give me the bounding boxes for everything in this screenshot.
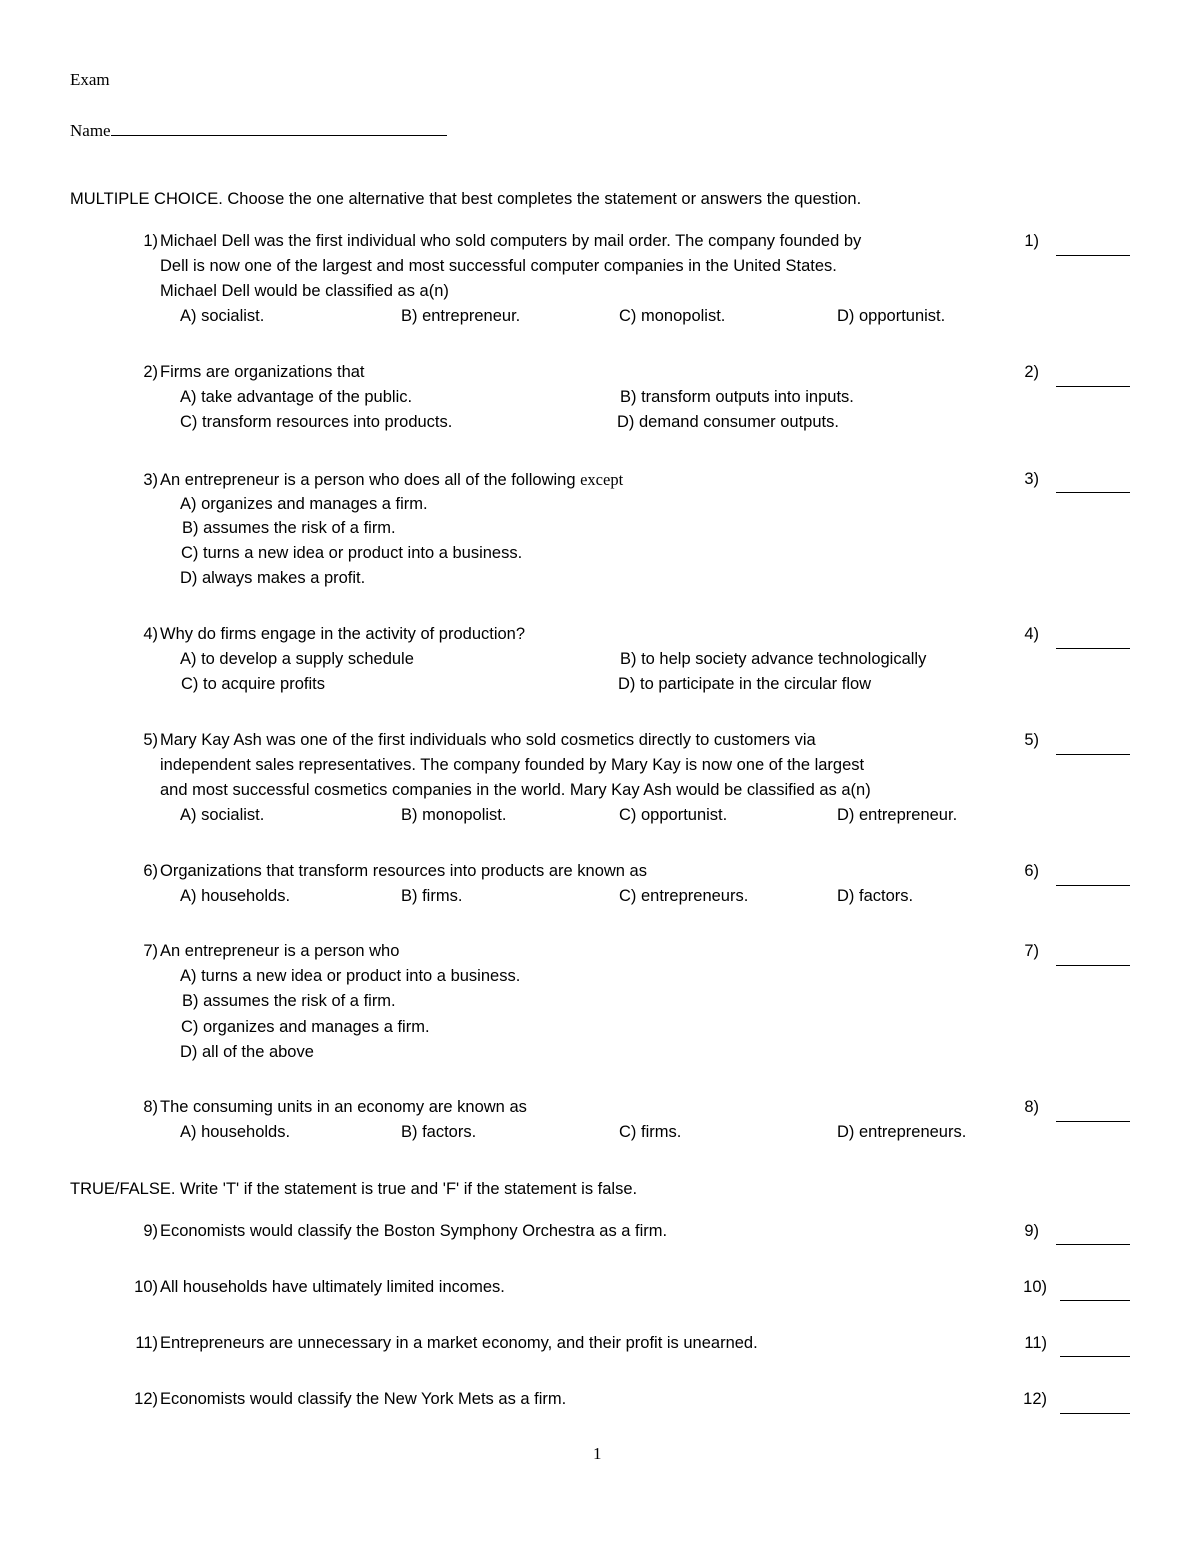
- answer-label: 12): [1023, 1390, 1047, 1408]
- answer-label: 4): [1024, 625, 1039, 643]
- answer-blank: [1060, 1300, 1130, 1301]
- option-a: A) households.: [180, 1123, 291, 1141]
- question-10: [130, 1275, 1000, 1300]
- question-3: [130, 467, 1000, 493]
- option-c: C) entrepreneurs.: [619, 887, 749, 905]
- question-number: 2): [143, 363, 158, 381]
- question-number: 8): [143, 1098, 158, 1116]
- answer-label: 10): [1023, 1278, 1047, 1296]
- answer-blank: [1060, 1413, 1130, 1414]
- question-stem-line: and most successful cosmetics companies in the world. Mary Kay Ash would be classified as a(n): [160, 781, 871, 799]
- question-number: 6): [143, 862, 158, 880]
- question-stem-line: Economists would classify the New York Mets as a firm.: [160, 1390, 567, 1408]
- question-number: 10): [134, 1278, 158, 1296]
- option-c: C) to acquire profits: [181, 675, 325, 693]
- option-a: A) to develop a supply schedule: [180, 650, 414, 668]
- question-stem-line: Entrepreneurs are unnecessary in a market economy, and their profit is unearned.: [160, 1334, 758, 1352]
- name-field: [70, 119, 447, 141]
- question-stem-line: Mary Kay Ash was one of the first individuals who sold cosmetics directly to customers via: [160, 731, 816, 749]
- question-number: 9): [143, 1222, 158, 1240]
- question-8: [130, 1095, 1000, 1120]
- question-12: [130, 1387, 1000, 1412]
- option-c: C) firms.: [619, 1123, 682, 1141]
- option-a: A) households.: [180, 887, 291, 905]
- answer-label: 3): [1024, 470, 1039, 488]
- question-7: [130, 939, 1000, 964]
- option-b: B) transform outputs into inputs.: [620, 388, 854, 406]
- question-stem-line: The consuming units in an economy are known as: [160, 1098, 527, 1116]
- question-stem-line: An entrepreneur is a person who does all of the following: [160, 471, 581, 489]
- question-number: 5): [143, 731, 158, 749]
- option-a: A) socialist.: [180, 307, 265, 325]
- answer-blank: [1056, 492, 1130, 493]
- question-stem-line: independent sales representatives. The company founded by Mary Kay is now one of the largest: [160, 756, 865, 774]
- option-c: C) opportunist.: [619, 806, 728, 824]
- answer-label: 7): [1024, 942, 1039, 960]
- option-a: A) socialist.: [180, 806, 265, 824]
- answer-label: 5): [1024, 731, 1039, 749]
- answer-blank: [1056, 386, 1130, 387]
- option-d: D) entrepreneurs.: [837, 1123, 967, 1141]
- answer-label: 8): [1024, 1098, 1039, 1116]
- question-stem-line: Economists would classify the Boston Symphony Orchestra as a firm.: [160, 1222, 668, 1240]
- option-b: B) firms.: [401, 887, 463, 905]
- answer-blank: [1056, 255, 1130, 256]
- question-6: [130, 859, 1000, 884]
- question-11: [130, 1331, 1000, 1356]
- question-4: [130, 622, 1000, 647]
- question-stem-line: Dell is now one of the largest and most successful computer companies in the United States.: [160, 257, 837, 275]
- option-c: C) organizes and manages a firm.: [181, 1018, 430, 1036]
- option-b: B) monopolist.: [401, 806, 507, 824]
- answer-blank: [1056, 885, 1130, 886]
- option-b: B) assumes the risk of a firm.: [182, 992, 396, 1010]
- answer-blank: [1060, 1356, 1130, 1357]
- question-2: [130, 360, 1000, 385]
- answer-blank: [1056, 648, 1130, 649]
- option-d: D) all of the above: [180, 1043, 314, 1061]
- question-number: 3): [143, 471, 158, 489]
- name-blank: [111, 119, 447, 136]
- question-stem-line: Organizations that transform resources into products are known as: [160, 862, 647, 880]
- tf-instructions: TRUE/FALSE. Write 'T' if the statement is true and 'F' if the statement is false.: [70, 1180, 638, 1198]
- answer-blank: [1056, 1121, 1130, 1122]
- option-d: D) entrepreneur.: [837, 806, 958, 824]
- question-stem-line: Firms are organizations that: [160, 363, 365, 381]
- page-number: 1: [593, 1444, 602, 1463]
- option-b: B) to help society advance technologically: [620, 650, 927, 668]
- option-d: D) factors.: [837, 887, 914, 905]
- answer-blank: [1056, 965, 1130, 966]
- mc-instructions: MULTIPLE CHOICE. Choose the one alternative that best completes the statement or answers the question.: [70, 190, 862, 208]
- option-d: D) to participate in the circular flow: [618, 675, 872, 693]
- option-c: C) monopolist.: [619, 307, 726, 325]
- question-number: 4): [143, 625, 158, 643]
- option-d: D) opportunist.: [837, 307, 946, 325]
- answer-label: 2): [1024, 363, 1039, 381]
- option-c: C) transform resources into products.: [180, 413, 453, 431]
- question-number: 1): [143, 232, 158, 250]
- option-c: C) turns a new idea or product into a business.: [181, 544, 523, 562]
- answer-label: 1): [1024, 232, 1039, 250]
- question-stem-line: An entrepreneur is a person who: [160, 942, 400, 960]
- question-stem-line: Michael Dell was the first individual who sold computers by mail order. The company founded by: [160, 232, 862, 250]
- question-stem-line: Why do firms engage in the activity of production?: [160, 625, 526, 643]
- question-5: [130, 728, 1000, 803]
- question-number: 12): [134, 1390, 158, 1408]
- question-1: [130, 229, 1000, 304]
- answer-label: 11): [1024, 1334, 1047, 1352]
- option-a: A) organizes and manages a firm.: [180, 495, 428, 513]
- exam-title: Exam: [70, 70, 110, 89]
- question-stem-line: Michael Dell would be classified as a(n): [160, 282, 449, 300]
- question-stem-emphasis: except: [580, 470, 624, 489]
- option-d: D) demand consumer outputs.: [617, 413, 839, 431]
- question-number: 11): [135, 1334, 158, 1352]
- option-a: A) take advantage of the public.: [180, 388, 413, 406]
- question-9: [130, 1219, 1000, 1244]
- question-number: 7): [143, 942, 158, 960]
- answer-label: 6): [1024, 862, 1039, 880]
- option-a: A) turns a new idea or product into a business.: [180, 967, 521, 985]
- answer-blank: [1056, 1244, 1130, 1245]
- option-b: B) assumes the risk of a firm.: [182, 519, 396, 537]
- option-b: B) factors.: [401, 1123, 477, 1141]
- option-d: D) always makes a profit.: [180, 569, 366, 587]
- question-stem-line: All households have ultimately limited incomes.: [160, 1278, 505, 1296]
- name-label: Name: [70, 121, 111, 140]
- answer-blank: [1056, 754, 1130, 755]
- answer-label: 9): [1024, 1222, 1039, 1240]
- option-b: B) entrepreneur.: [401, 307, 521, 325]
